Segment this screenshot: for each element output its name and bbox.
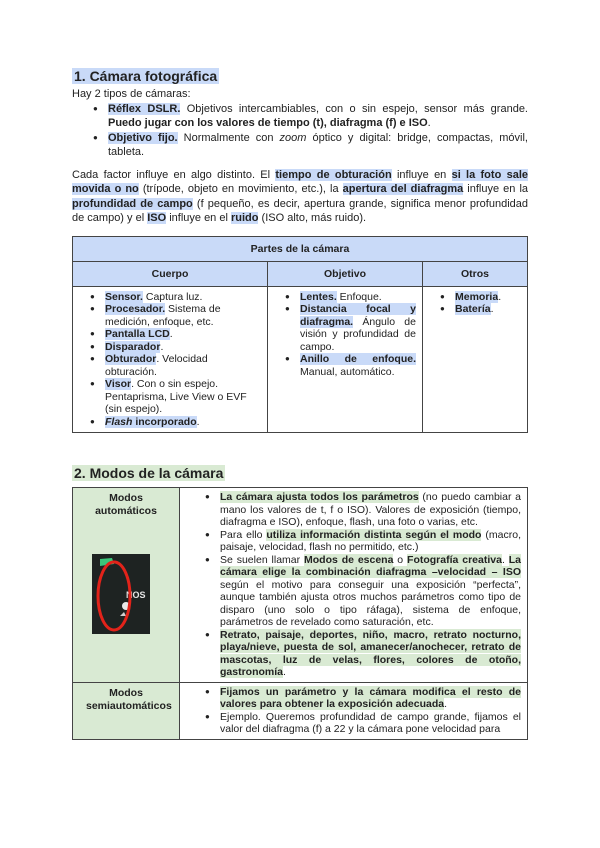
- list-item: ● Se suelen llamar Modos de escena o Fotografía creativa. La cámara elige la combinación diafragma –velocidad – ISO según el motivo para conseguir una exposición “perfecta”, aunque también ajusta otros muchos parámetros como tipo de disparo (uno solo o tipo ráfaga), sistema de enfoque, parámetros de revelado como saturación, etc.: [220, 554, 521, 629]
- list-item: ● Distancia focal y diafragma. Ángulo de visión y profundidad de campo.: [300, 303, 416, 353]
- cuerpo-cell: [73, 286, 268, 433]
- camera-types-list: [72, 102, 528, 160]
- list-item: ● Visor. Con o sin espejo. Pentaprisma, Live View o EVF (sin espejo).: [105, 378, 261, 416]
- column-header-objetivo: Objetivo: [268, 261, 423, 286]
- table-caption: Partes de la cámara: [73, 236, 528, 261]
- list-item: ● Para ello utiliza información distinta según el modo (macro, paisaje, velocidad, flash no permitido, etc.): [220, 529, 521, 554]
- section-title-camera: 1. Cámara fotográfica: [74, 68, 218, 84]
- column-header-otros: Otros: [423, 261, 528, 286]
- section-title-modes: 2. Modos de la cámara: [74, 465, 224, 481]
- list-item: ● Anillo de enfoque. Manual, automático.: [300, 353, 416, 378]
- list-item: ● La cámara ajusta todos los parámetros (no puedo cambiar a mano los valores de t, f o ISO). Valores de exposición (tiempo, diafragma e ISO), enfoque, flash, una foto o varias, etc.: [220, 491, 521, 529]
- list-item: ● Disparador.: [105, 341, 261, 354]
- list-item: ● Fijamos un parámetro y la cámara modifica el resto de valores para obtener la exposición adecuada.: [220, 686, 521, 711]
- list-item: ● Obturador. Velocidad obturación.: [105, 353, 261, 378]
- intro-text: Hay 2 tipos de cámaras:: [72, 88, 191, 100]
- list-item: ● Lentes. Enfoque.: [300, 291, 416, 304]
- list-item: ● Procesador. Sistema de medición, enfoque, etc.: [105, 303, 261, 328]
- mode-cell-semiauto: [73, 682, 180, 739]
- list-item: ● Ejemplo. Queremos profundidad de campo grande, fijamos el valor del diafragma (f) a 22 y la cámara pone velocidad para: [220, 711, 521, 736]
- list-item: ● Flash incorporado.: [105, 416, 261, 429]
- mode-description-semiauto: [180, 682, 528, 739]
- camera-modes-table: [72, 487, 528, 740]
- camera-parts-table: [72, 236, 528, 434]
- column-header-cuerpo: Cuerpo: [73, 261, 268, 286]
- objetivo-cell: [268, 286, 423, 433]
- mode-name-semiauto: Modos semiautomáticos: [86, 686, 172, 712]
- dial-label-text: NOS: [126, 590, 146, 600]
- otros-cell: [423, 286, 528, 433]
- list-item: ● Objetivo fijo. Normalmente con zoom óptico y digital: bridge, compactas, móvil, tableta.: [108, 131, 528, 160]
- mode-dial-drawing: [92, 554, 150, 634]
- list-item: ● Réflex DSLR. Objetivos intercambiables, con o sin espejo, sensor más grande. Puedo jugar con los valores de tiempo (t), diafragma (f) e ISO.: [108, 102, 528, 131]
- document-page: [72, 68, 528, 740]
- mode-description-auto: [180, 488, 528, 683]
- mode-cell-auto: [73, 488, 180, 683]
- mode-name-auto: Modos automáticos: [95, 492, 157, 517]
- factors-paragraph: Cada factor influye en algo distinto. El tiempo de obturación influye en si la foto sale movida o no (trípode, objeto en movimiento, etc.), la apertura del diafragma influye en la profundidad de campo (f pequeño, es decir, apertura grande, significa menor profundidad de campo) y el ISO influye en el ruido (ISO alto, más ruido).: [72, 168, 529, 224]
- list-item: ● Sensor. Captura luz.: [105, 291, 261, 304]
- list-item: ● Batería.: [455, 303, 521, 316]
- list-item: ● Memoria.: [455, 291, 521, 304]
- list-item: ● Retrato, paisaje, deportes, niño, macro, retrato nocturno, playa/nieve, puesta de sol, amanecer/anochecer, retrato de mascotas, luz de velas, flores, colores de otoño, gastronomía.: [220, 629, 521, 679]
- list-item: ● Pantalla LCD.: [105, 328, 261, 341]
- mode-dial-photo: [92, 554, 150, 634]
